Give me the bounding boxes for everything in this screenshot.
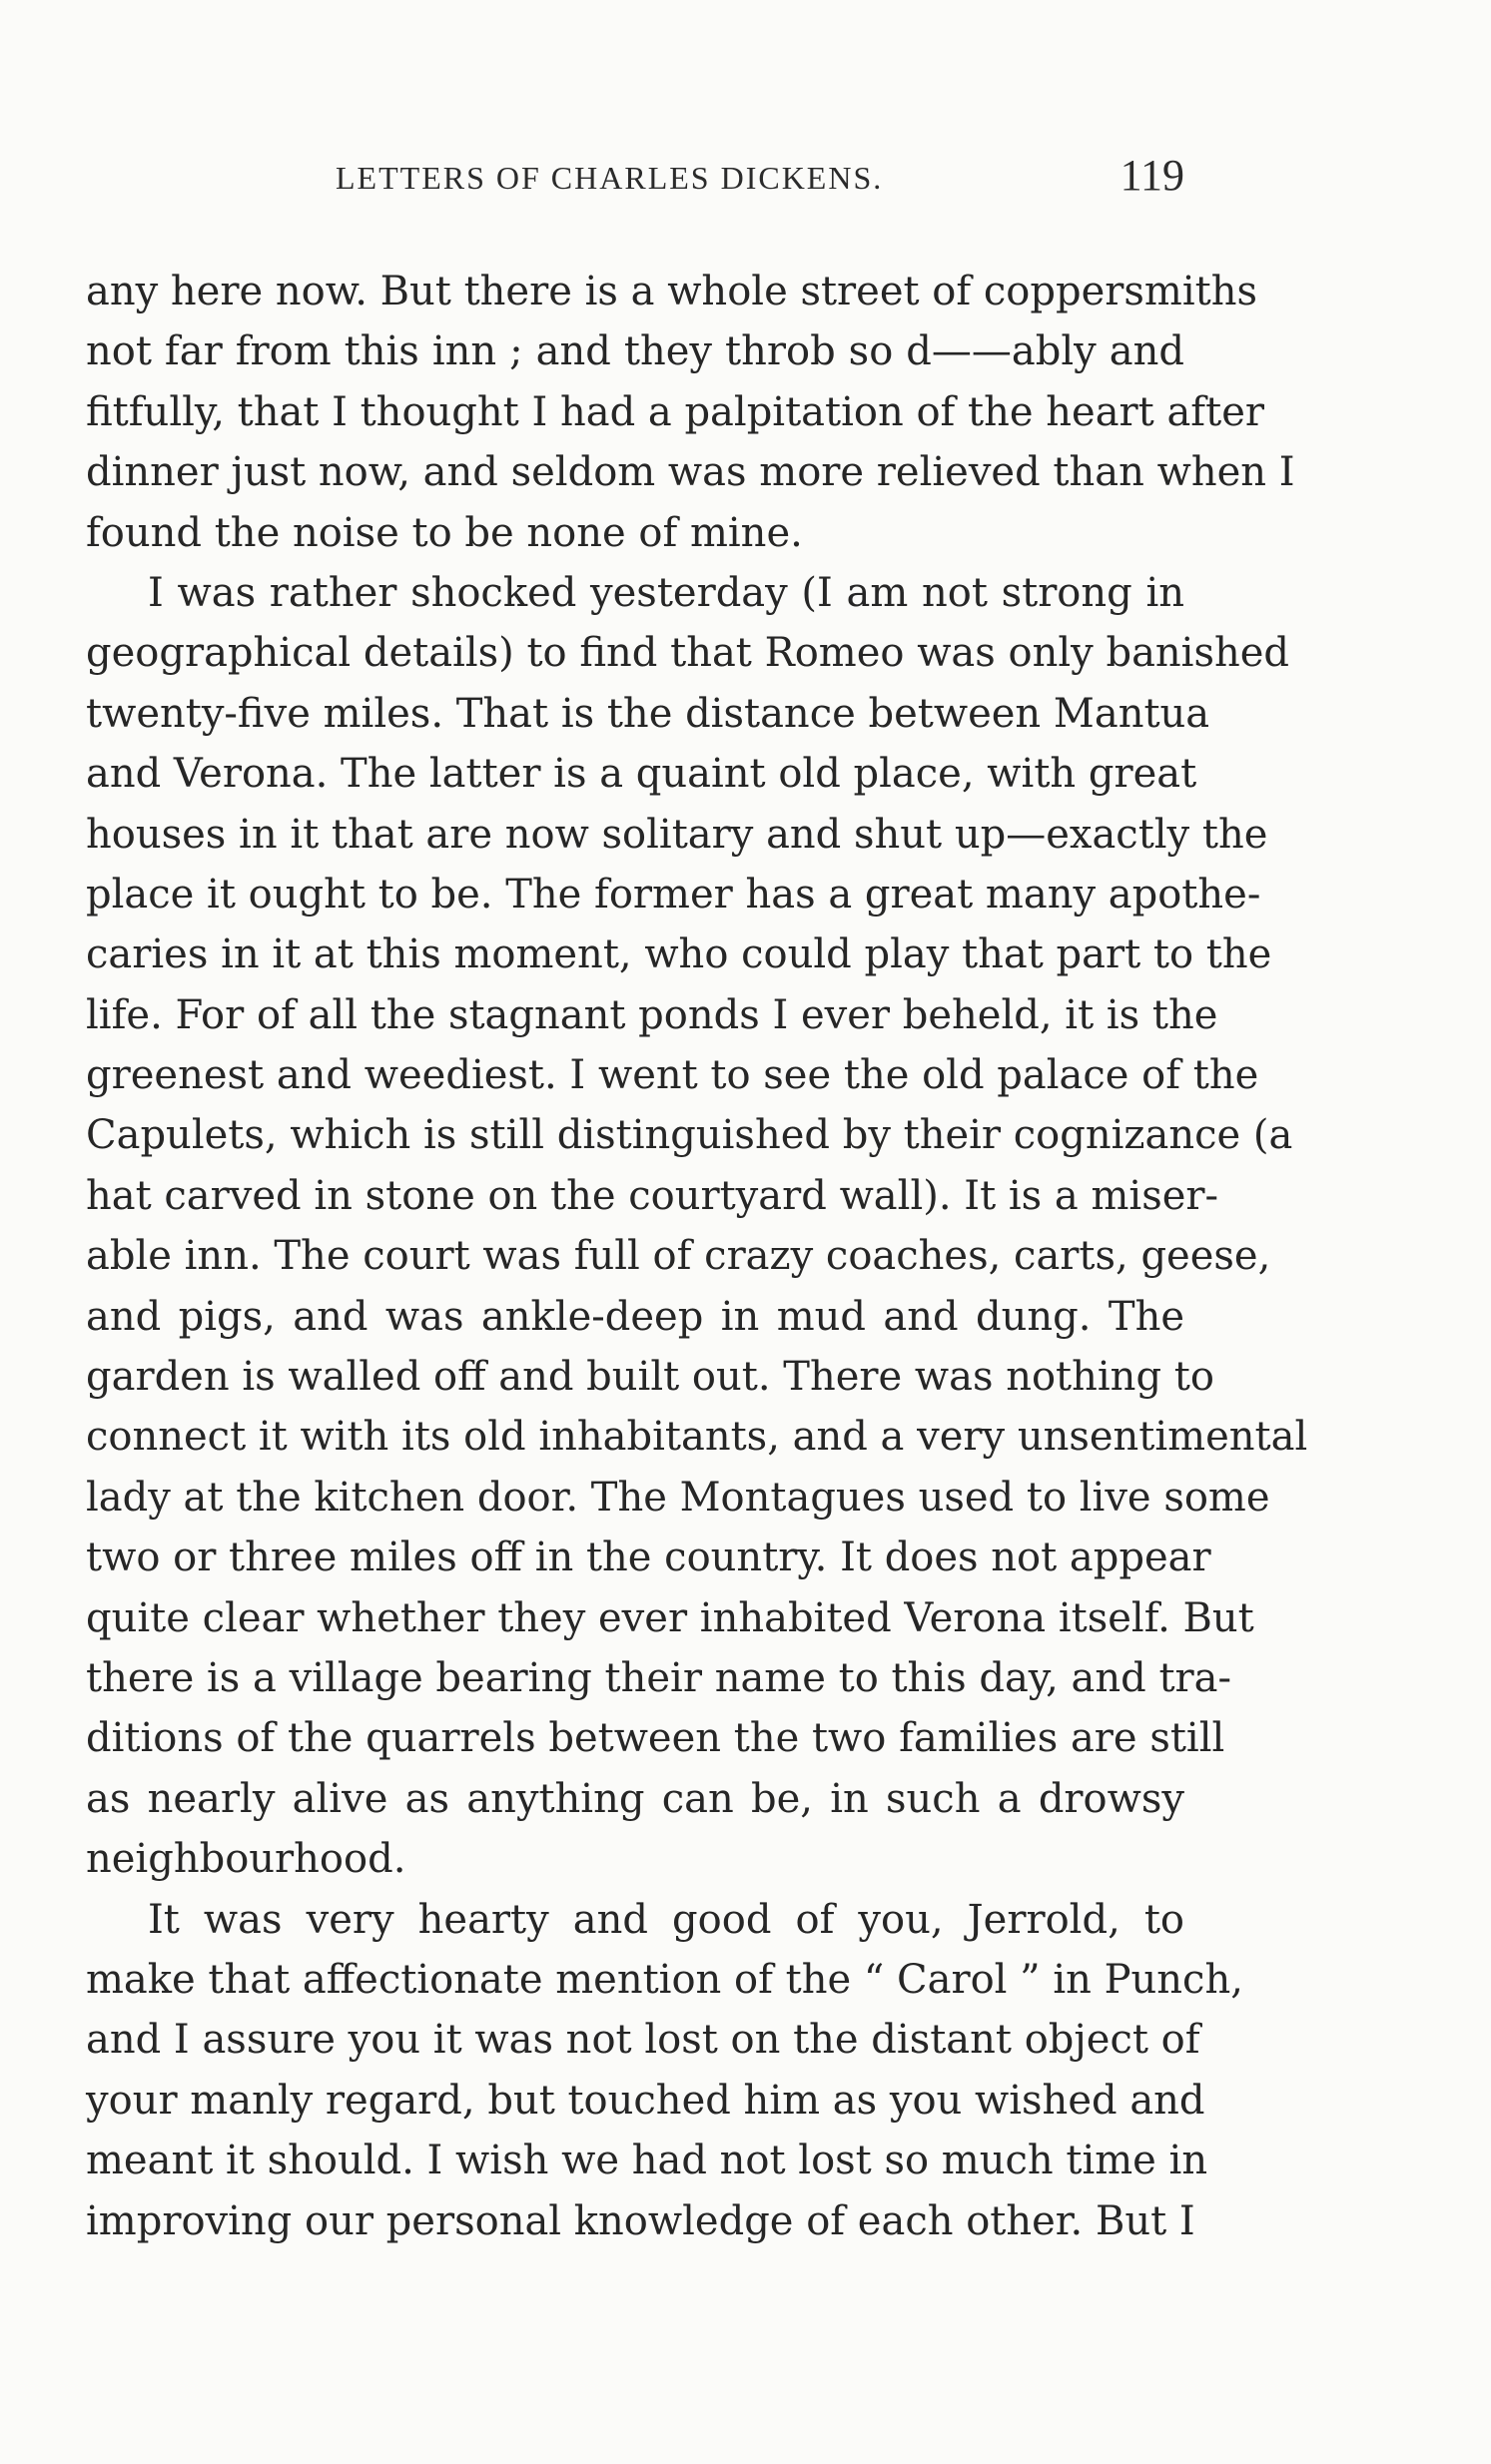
text-line: I was rather shocked yesterday (I am not strong in bbox=[148, 569, 1184, 616]
text-line: found the noise to be none of mine. bbox=[86, 509, 803, 556]
text-line: dinner just now, and seldom was more relieved than when I bbox=[86, 449, 1295, 496]
text-line: ditions of the quarrels between the two families are still bbox=[86, 1715, 1225, 1762]
text-line: meant it should. I wish we had not lost so much time in bbox=[86, 2138, 1208, 2184]
text-line: able inn. The court was full of crazy coaches, carts, geese, bbox=[86, 1233, 1271, 1280]
text-line: place it ought to be. The former has a great many apothe- bbox=[86, 871, 1261, 918]
page-header bbox=[86, 150, 1184, 222]
text-line: as nearly alive as anything can be, in such a drowsy bbox=[86, 1775, 1184, 1822]
text-line: there is a village bearing their name to this day, and tra- bbox=[86, 1654, 1232, 1701]
text-line: caries in it at this moment, who could play that part to the bbox=[86, 931, 1272, 978]
page-number: 119 bbox=[1119, 151, 1184, 200]
text-line: Capulets, which is still distinguished by their cognizance (a bbox=[86, 1112, 1293, 1159]
text-line: your manly regard, but touched him as you wished and bbox=[86, 2077, 1205, 2124]
text-line: It was very hearty and good of you, Jerrold, to bbox=[148, 1896, 1184, 1943]
body-text bbox=[86, 262, 1308, 2251]
text-line: fitfully, that I thought I had a palpitation of the heart after bbox=[86, 388, 1264, 435]
text-line: garden is walled off and built out. There was nothing to bbox=[86, 1354, 1214, 1401]
text-line: any here now. But there is a whole street of coppersmiths bbox=[86, 269, 1258, 314]
text-line: geographical details) to find that Romeo was only banished bbox=[86, 630, 1290, 677]
text-line: quite clear whether they ever inhabited Verona itself. But bbox=[86, 1594, 1254, 1641]
text-line: connect it with its old inhabitants, and a very unsentimental bbox=[86, 1414, 1308, 1461]
text-line: improving our personal knowledge of each other. But I bbox=[86, 2197, 1195, 2244]
text-line: and I assure you it was not lost on the distant object of bbox=[86, 2017, 1200, 2064]
text-line: hat carved in stone on the courtyard wall). It is a miser- bbox=[86, 1172, 1219, 1219]
text-line: greenest and weediest. I went to see the old palace of the bbox=[86, 1052, 1259, 1099]
text-line: houses in it that are now solitary and shut up—exactly the bbox=[86, 811, 1268, 858]
text-line: and pigs, and was ankle-deep in mud and dung. The bbox=[86, 1293, 1184, 1340]
text-line: lady at the kitchen door. The Montagues used to live some bbox=[86, 1474, 1270, 1521]
text-line: and Verona. The latter is a quaint old place, with great bbox=[86, 751, 1197, 798]
text-line: not far from this inn ; and they throb so d——ably and bbox=[86, 328, 1184, 375]
running-head: LETTERS OF CHARLES DICKENS. bbox=[336, 160, 884, 196]
text-line: two or three miles off in the country. It does not appear bbox=[86, 1535, 1211, 1581]
text-line: twenty-five miles. That is the distance between Mantua bbox=[86, 690, 1210, 737]
text-line: make that affectionate mention of the “ Carol ” in Punch, bbox=[86, 1956, 1243, 2003]
text-line: neighbourhood. bbox=[86, 1836, 406, 1883]
text-line: life. For of all the stagnant ponds I ever beheld, it is the bbox=[86, 991, 1218, 1038]
